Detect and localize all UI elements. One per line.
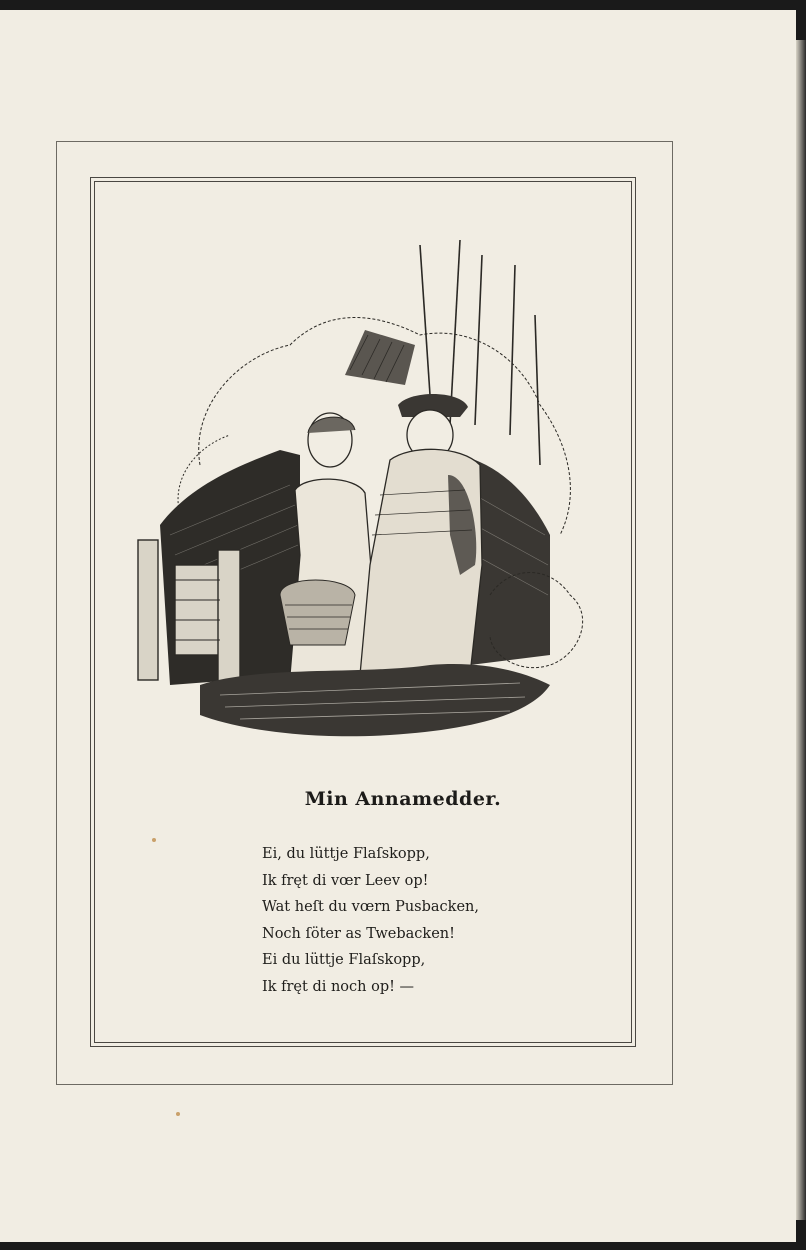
poem-line: Ei, du lüttje Flaſskopp, <box>262 846 430 862</box>
book-page <box>0 10 796 1242</box>
paper-stain <box>152 838 156 842</box>
engraving-illustration <box>130 235 600 750</box>
paper-stain <box>176 1112 180 1116</box>
poem-title: Min Annamedder. <box>304 788 502 810</box>
poem-body <box>262 841 479 1001</box>
poem-line: Ik fręt di noch op! — <box>262 978 415 995</box>
poem-line: Ei du lüttje Flaſskopp, <box>262 952 426 969</box>
poem-line: Wat heſt du vœrn Pusbacken, <box>262 899 479 916</box>
book-spine-edge <box>796 40 806 1220</box>
poem-line: Ik fręt di vœr Leev op! <box>262 872 429 889</box>
poem-line: Noch ſöter as Twebacken! <box>262 925 455 942</box>
